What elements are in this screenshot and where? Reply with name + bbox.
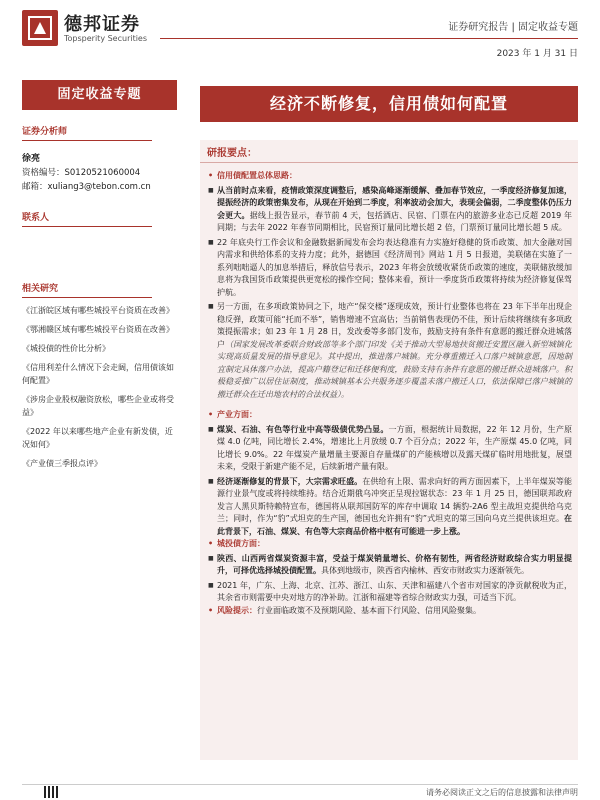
brand-name-en: Topsperity Securities [64, 34, 148, 43]
summary-paragraph [208, 476, 572, 539]
paragraph-text: 一方面，根据统计局数据，22 年 12 月份，生产原煤 4.0 亿吨，同比增长 2.4%，增速比上月放缓 0.7 个百分点；2022 年，生产原煤 45.0 亿吨，同比增长 9.0%。22 年煤炭产量增量主要源自存量煤矿的产能核增以及露天煤矿临时用地批复，展望未来，受限于新建产能不足，后续新增产量有限。 [217, 424, 572, 471]
related-item[interactable]: 《鄂湘赣区域有哪些城投平台资质在改善》 [22, 325, 174, 334]
related-item[interactable]: 《城投债的性价比分析》 [22, 344, 110, 353]
paragraph-bold: 从当前时点来看，疫情政策深度调整后，感染高峰逐渐缓解、叠加春节效应，一季度经济修复加速，提振经济的政策密集发布，从现在开始到二季度，利率波动会加大，表现会偏弱，二季度整体仍压力会更大。 [217, 185, 572, 220]
report-title: 经济不断修复，信用债如何配置 [200, 86, 578, 122]
section-title-industry: • 产业方面： [208, 409, 572, 422]
brand-logo [22, 10, 58, 46]
related-item[interactable]: 《江浙皖区域有哪些城投平台资质在改善》 [22, 306, 174, 315]
report-type: 证券研究报告 | 固定收益专题 [448, 22, 578, 33]
analyst-name: 徐亮 [22, 154, 41, 164]
summary-paragraph: ■ 2021 年，广东、上海、北京、江苏、浙江、山东、天津和福建八个省市对国家的净贡献税收为正，其余省市则需要中央对地方的净补助。江浙和福建等省综合财政实力强，可适当下沉。 [208, 580, 572, 605]
paragraph-text: 据线上报告显示，春节前 4 天，包括酒店、民宿、门票在内的旅游多业态已反超 2019 年同期；与去年 2022 年春节同期相比，民宿预订量同比增长超 2 倍，门票预订量同比增长超 5 成。 [217, 210, 572, 232]
report-date: 2023 年 1 月 31 日 [496, 49, 578, 59]
related-item[interactable]: 《信用利差什么情况下会走阔，信用债该如何配置》 [22, 363, 174, 385]
header-divider [160, 38, 578, 39]
sidebar [22, 80, 177, 788]
risk-text: 行业面临政策不及预期风险、基本面下行风险、信用风险聚集。 [257, 605, 481, 615]
paragraph-bold: 在此背景下，石油、煤炭、有色等大宗商品价格中枢有可能进一步上涨。 [217, 514, 572, 536]
summary-paragraph [208, 424, 572, 474]
related-item[interactable]: 《涉房企业股权融资放松，哪些企业或将受益》 [22, 395, 174, 417]
sidebar-banner: 固定收益专题 [22, 80, 177, 110]
section-title-overall: • 信用债配置总体思路： [208, 170, 572, 183]
summary-divider [200, 162, 578, 163]
paragraph-text: 另一方面，在多项政策协同之下，地产“保交楼”逐现成效，预计行业整体也将在 23 年下半年出现企稳反弹，政策可能“托而不举”，销售增速不宜高估；当前销售表现仍不佳，预计后续将继续有多项政策提振需求；如 23 年 1 月 28 日，发改委等多部门发布，鼓励支持有条件有意愿的搬迁群众进城落户 [217, 302, 572, 349]
summary-paragraph [208, 553, 572, 578]
summary-paragraph: ■ 22 年底央行工作会议和金融数据新闻发布会均表达稳准有力实施好稳健的货币政策、加大金融对国内需求和供给体系的支持力度；此外，据德国《经济周刊》网站 1 月 5 日报道，美联储在实施了一系列咄咄逼人的加息举措后，释放信号表示，2023 年将会放缓收紧货币政策的速度，美联储放缓加息将为我国货币政策提供更宽松的操作空间；整体来看，预计一季度货币政策将持续为经济修复保驾护航。 [208, 237, 572, 300]
contact-heading: 联系人 [22, 210, 152, 227]
section-title-chengtou: • 城投债方面： [208, 538, 572, 551]
paragraph-text: 具体到地级市，陕西省内榆林、西安市财政实力逐渐领先。 [321, 566, 529, 575]
related-item[interactable]: 《2022 年以来哪些地产企业有新发债，近况如何》 [22, 427, 173, 449]
risk-label: 风险提示： [217, 605, 257, 615]
logo-mark-icon [27, 15, 53, 41]
analyst-license: 资格编号：S0120521060004 [22, 168, 141, 178]
footer-divider [22, 784, 578, 785]
related-heading: 相关研究 [22, 281, 152, 298]
paragraph-text: 在供给有上限、需求向好的两方面因素下，上半年煤炭等能源行业景气度或将持续维持。结合近期俄乌冲突正呈现拉锯状态：23 年 1 月 25 日，德国联邦政府发言人黑贝斯特赖特宣布，德国将从联邦国防军的库存中调取 14 辆豹-2A6 型主战坦克提供给乌克兰；同时，作为“豹”式坦克的生产国，德国也允许拥有“豹”式坦克的第三国向乌克兰提供该坦克。 [217, 476, 573, 523]
brand-name: 德邦证券 [64, 14, 140, 35]
paragraph-italic: （国家发展改革委联合财政部等多个部门印发《关于推动大型易地扶贫搬迁安置区融入新型城镇化实现高质量发展的指导意见》。其中提出，推进落户城镇。充分尊重搬迁入口落户城镇意愿，因地制宜制定具体落户办法，提高户籍登记和迁移便利度，鼓励支持有条件有意愿的搬迁群众进城落户。积极稳妥推广以居住证制度，推动城镇基本公共服务逐步覆盖未落户搬迁人口，依法保障已落户城镇的搬迁群众在迁出地农村的合法权益）。 [217, 339, 573, 399]
risk-line [208, 605, 572, 618]
analyst-heading: 证券分析师 [22, 124, 152, 141]
summary-paragraph [208, 185, 572, 235]
analyst-email[interactable]: 邮箱：xuliang3@tebon.com.cn [22, 182, 151, 192]
summary-paragraph [208, 301, 572, 401]
page-header [0, 0, 600, 80]
paragraph-bold: 陕西、山西两省煤炭资源丰富，受益于煤炭销量增长、价格有韧性，两省经济财政综合实力明显提升，可择优选择城投债配置。 [217, 553, 572, 575]
related-item[interactable]: 《产业债三季报点评》 [22, 459, 102, 468]
footer-disclaimer: 请务必阅读正文之后的信息披露和法律声明 [426, 788, 578, 797]
paragraph-bold: 经济逐渐修复的背景下，大宗需求旺盛。 [217, 476, 363, 486]
paragraph-bold: 煤炭、石油、有色等行业中高等级债优势凸显。 [217, 424, 389, 434]
summary-heading: 研报要点： [207, 148, 257, 159]
summary-content [208, 170, 572, 617]
related-list [22, 304, 177, 470]
qr-code-icon [44, 786, 58, 798]
